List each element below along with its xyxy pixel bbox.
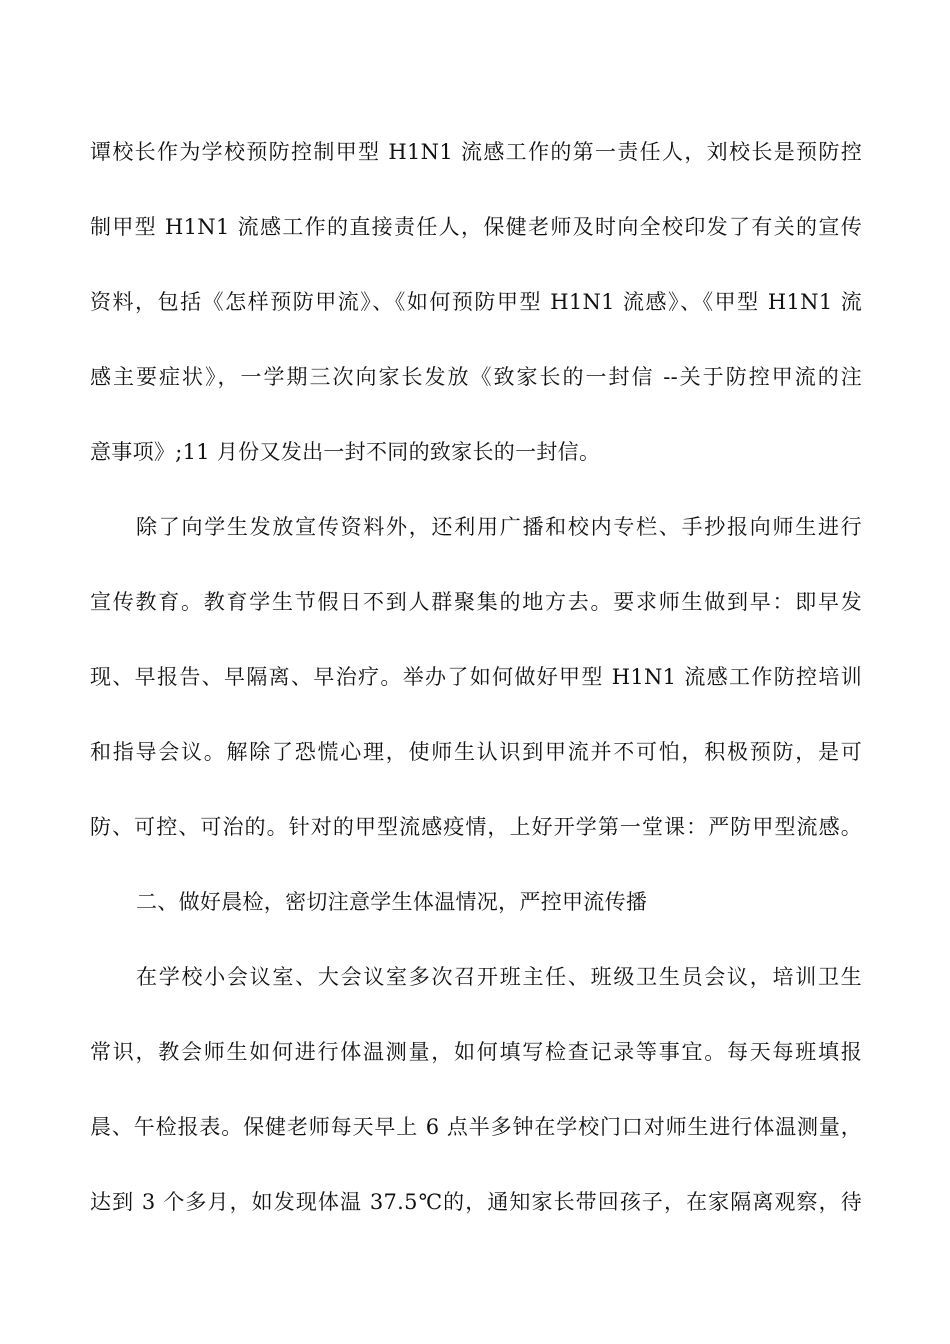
text-line: 达到 3 个多月，如发现体温 37.5℃的，通知家长带回孩子，在家隔离观察，待 bbox=[90, 1190, 862, 1214]
text-line: 宣传教育。教育学生节假日不到人群聚集的地方去。要求师生做到早：即早发 bbox=[90, 590, 862, 614]
text-line: 谭校长作为学校预防控制甲型 H1N1 流感工作的第一责任人，刘校长是预防控 bbox=[90, 140, 862, 164]
text-line: 常识，教会师生如何进行体温测量，如何填写检查记录等事宜。每天每班填报 bbox=[90, 1040, 862, 1064]
text-line: 在学校小会议室、大会议室多次召开班主任、班级卫生员会议，培训卫生 bbox=[136, 965, 862, 989]
text-line: 现、早报告、早隔离、早治疗。举办了如何做好甲型 H1N1 流感工作防控培训 bbox=[90, 665, 862, 689]
text-line: 晨、午检报表。保健老师每天早上 6 点半多钟在学校门口对师生进行体温测量， bbox=[90, 1115, 862, 1139]
text-line: 除了向学生发放宣传资料外，还利用广播和校内专栏、手抄报向师生进行 bbox=[136, 515, 862, 539]
section-heading: 二、做好晨检，密切注意学生体温情况，严控甲流传播 bbox=[136, 890, 648, 914]
text-line: 资料，包括《怎样预防甲流》、《如何预防甲型 H1N1 流感》、《甲型 H1N1 流 bbox=[90, 290, 862, 314]
text-line: 意事项》;11 月份又发出一封不同的致家长的一封信。 bbox=[90, 440, 601, 464]
text-line: 和指导会议。解除了恐慌心理，使师生认识到甲流并不可怕，积极预防，是可 bbox=[90, 740, 862, 764]
text-line: 防、可控、可治的。针对的甲型流感疫情，上好开学第一堂课：严防甲型流感。 bbox=[90, 815, 862, 839]
text-line: 制甲型 H1N1 流感工作的直接责任人，保健老师及时向全校印发了有关的宣传 bbox=[90, 215, 862, 239]
text-line: 感主要症状》，一学期三次向家长发放《致家长的一封信 --关于防控甲流的注 bbox=[90, 365, 862, 389]
